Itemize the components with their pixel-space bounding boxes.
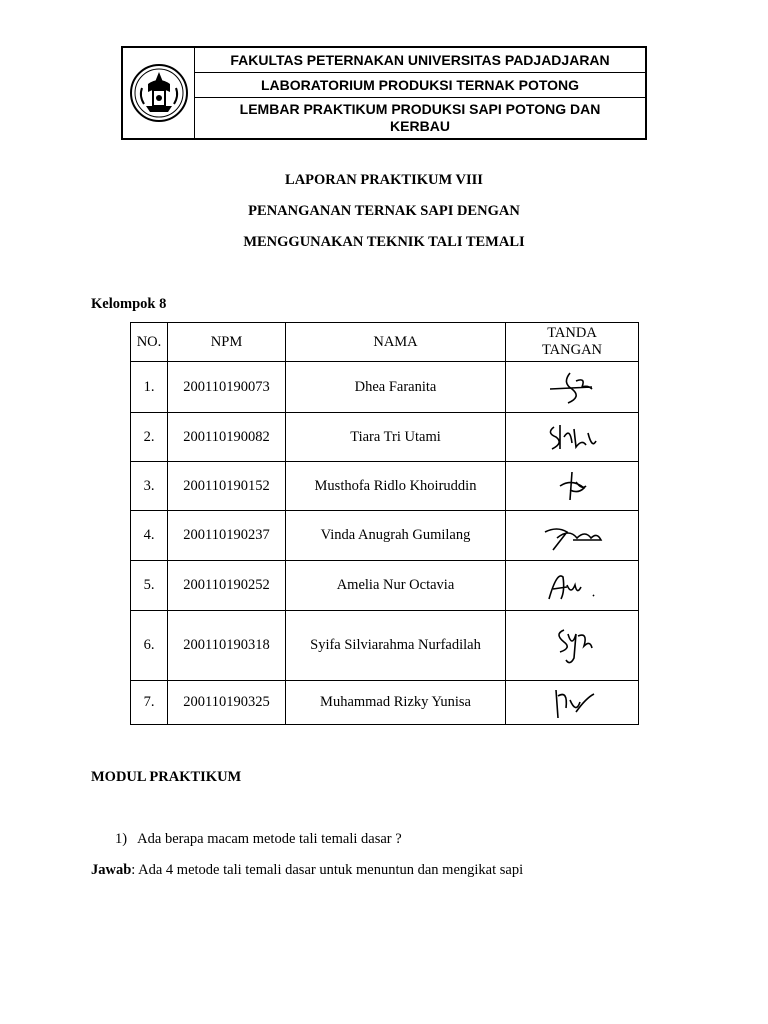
table-row — [131, 561, 639, 611]
laboratory-title: LABORATORIUM PRODUKSI TERNAK POTONG — [195, 73, 645, 98]
row-signature — [506, 611, 639, 681]
row-nama: Vinda Anugrah Gumilang — [286, 511, 506, 561]
table-header-row — [131, 323, 639, 362]
row-nama: Muhammad Rizky Yunisa — [286, 681, 506, 725]
faculty-title: FAKULTAS PETERNAKAN UNIVERSITAS PADJADJARAN — [195, 48, 645, 73]
col-nama-header: NAMA — [286, 323, 506, 362]
question-1-text: Ada berapa macam metode tali temali dasar ? — [137, 831, 402, 847]
row-nama: Dhea Faranita — [286, 362, 506, 413]
row-nama: Syifa Silviarahma Nurfadilah — [286, 611, 506, 681]
table-row — [131, 362, 639, 413]
row-npm: 200110190252 — [168, 561, 286, 611]
question-1 — [115, 831, 402, 848]
row-signature — [506, 681, 639, 725]
signature-icon — [542, 367, 602, 407]
row-signature — [506, 413, 639, 462]
col-no-header: NO. — [131, 323, 168, 362]
row-npm: 200110190318 — [168, 611, 286, 681]
logo-cell — [123, 48, 195, 138]
row-npm: 200110190073 — [168, 362, 286, 413]
row-nama: Tiara Tri Utami — [286, 413, 506, 462]
university-seal-icon — [128, 62, 190, 124]
row-npm: 200110190237 — [168, 511, 286, 561]
col-npm-header: NPM — [168, 323, 286, 362]
modul-heading: MODUL PRAKTIKUM — [91, 769, 242, 785]
table-row — [131, 462, 639, 511]
group-label: Kelompok 8 — [91, 296, 167, 312]
col-ttd-header-line2: TANGAN — [541, 342, 603, 358]
row-no: 4. — [131, 511, 168, 561]
report-title-line2: PENANGANAN TERNAK SAPI DENGAN — [248, 203, 520, 219]
row-no: 6. — [131, 611, 168, 681]
answer-label: Jawab — [91, 862, 132, 878]
table-row — [131, 611, 639, 681]
sheet-title: LEMBAR PRAKTIKUM PRODUKSI SAPI POTONG DAN KERBAU — [239, 101, 601, 134]
row-no: 1. — [131, 362, 168, 413]
members-table — [130, 322, 639, 725]
row-npm: 200110190325 — [168, 681, 286, 725]
row-signature — [506, 561, 639, 611]
signature-icon — [537, 518, 607, 554]
answer-text: : Ada 4 metode tali temali dasar untuk menuntun dan mengikat sapi — [131, 862, 524, 878]
row-signature — [506, 511, 639, 561]
row-signature — [506, 462, 639, 511]
col-ttd-header-line1: TANDA — [547, 325, 597, 341]
signature-icon — [542, 468, 602, 504]
signature-icon — [537, 567, 607, 605]
signature-icon — [542, 684, 602, 722]
table-row — [131, 681, 639, 725]
header-box — [121, 46, 647, 140]
row-nama: Musthofa Ridlo Khoiruddin — [286, 462, 506, 511]
signature-icon — [542, 419, 602, 455]
row-no: 3. — [131, 462, 168, 511]
row-no: 5. — [131, 561, 168, 611]
answer-1 — [91, 862, 523, 879]
question-1-number: 1) — [115, 831, 128, 847]
report-title-line3: MENGGUNAKAN TEKNIK TALI TEMALI — [243, 234, 525, 250]
col-ttd-header — [506, 323, 639, 362]
row-no: 7. — [131, 681, 168, 725]
row-npm: 200110190082 — [168, 413, 286, 462]
table-row — [131, 413, 639, 462]
row-signature — [506, 362, 639, 413]
table-row — [131, 511, 639, 561]
signature-icon — [542, 618, 602, 674]
row-no: 2. — [131, 413, 168, 462]
row-nama: Amelia Nur Octavia — [286, 561, 506, 611]
row-npm: 200110190152 — [168, 462, 286, 511]
report-title-line1: LAPORAN PRAKTIKUM VIII — [285, 172, 483, 188]
